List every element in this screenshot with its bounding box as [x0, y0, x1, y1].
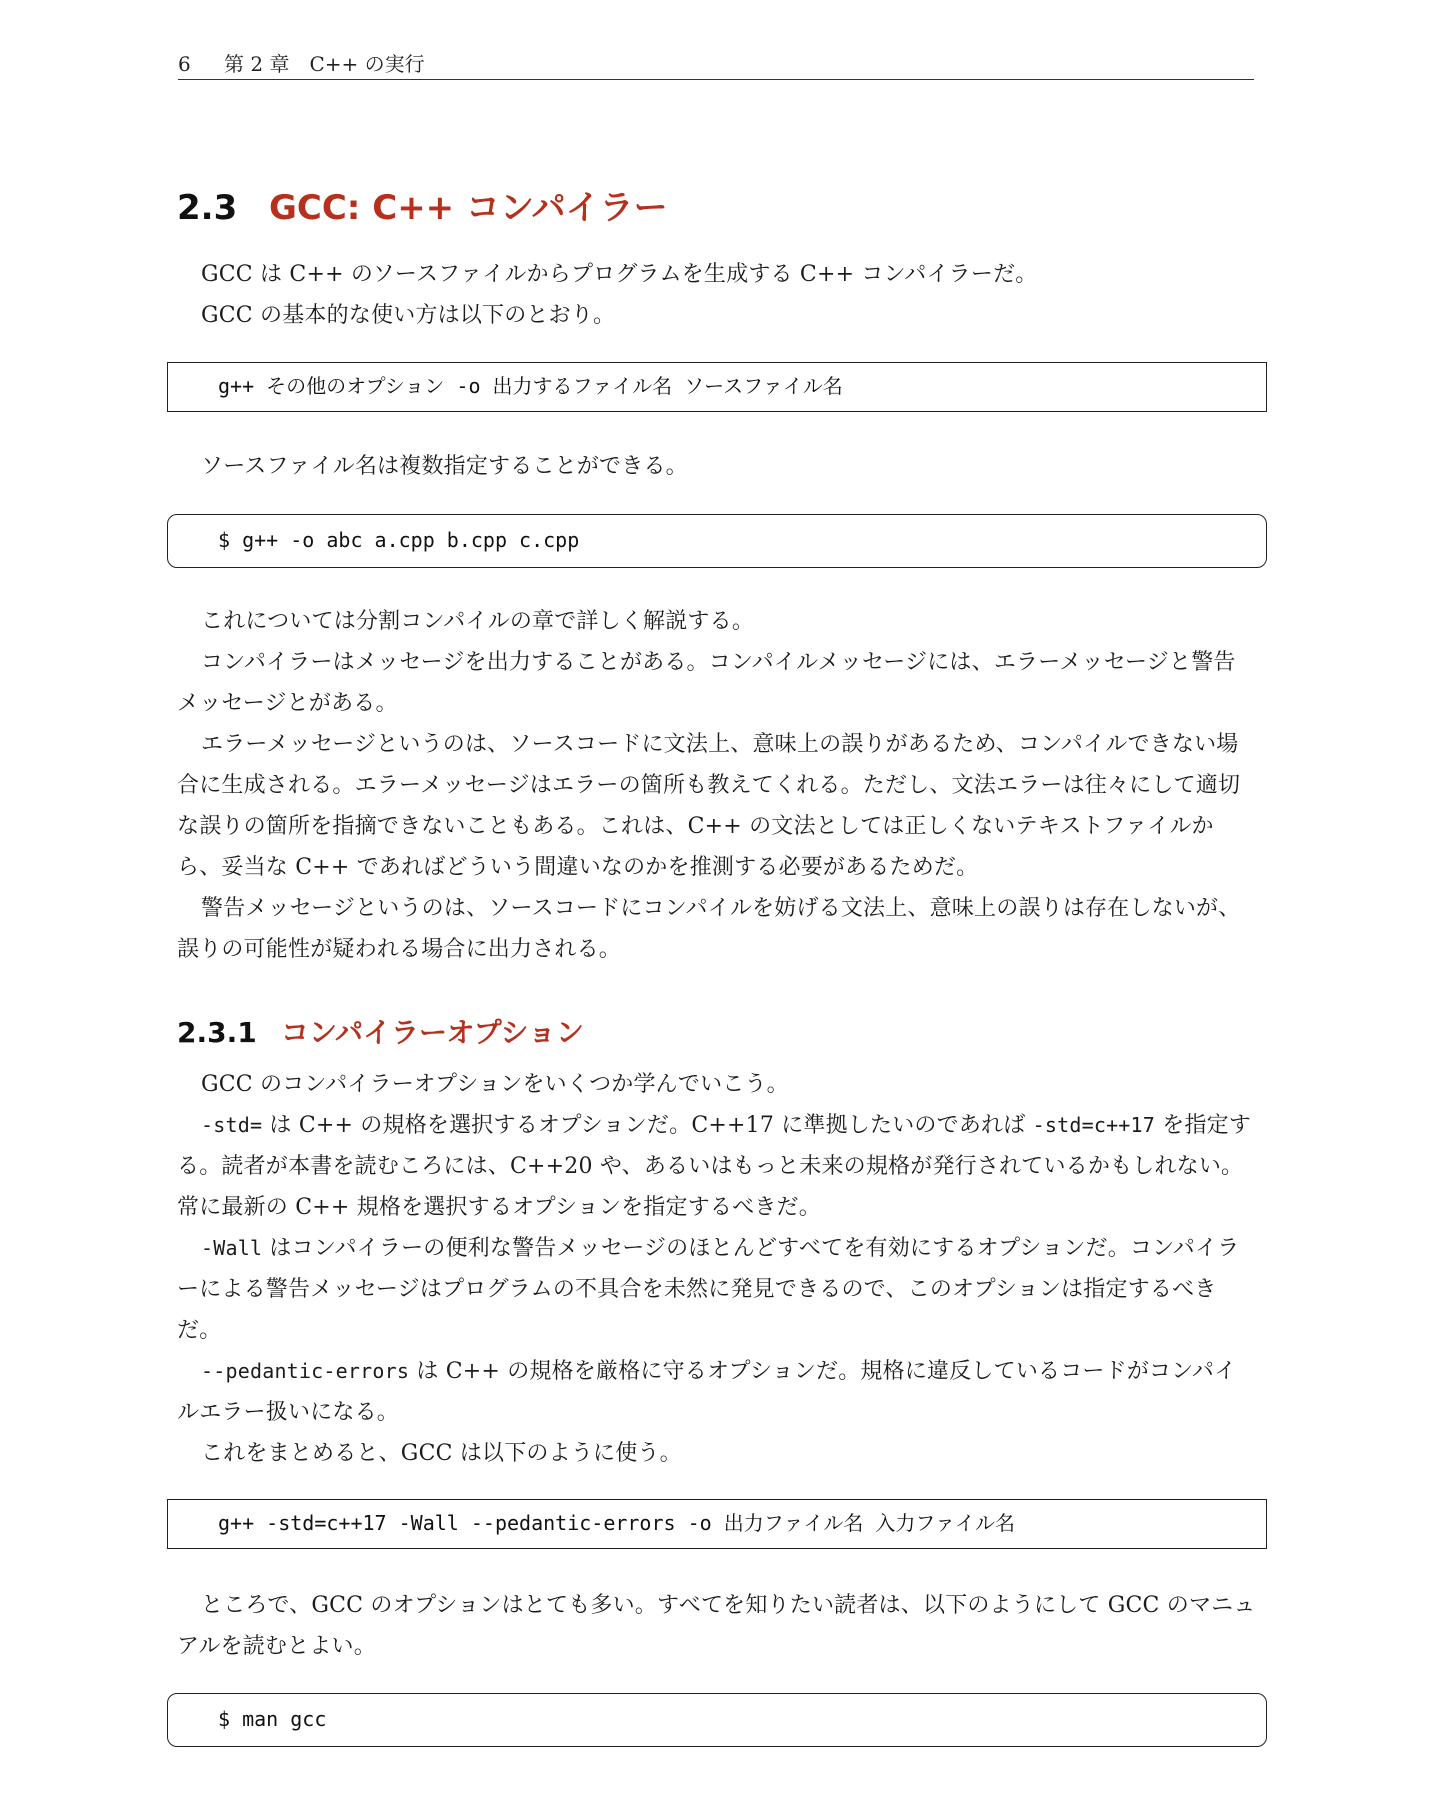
messages-paragraph-4: 警告メッセージというのは、ソースコードにコンパイルを妨げる文法上、意味上の誤りは存在しないが、誤りの可能性が疑われる場合に出力される。 — [177, 896, 1241, 962]
section-number: 2.3 — [177, 188, 238, 228]
usage-command: g++ その他のオプション -o 出力するファイル名 ソースファイル名 — [218, 374, 843, 398]
chapter-title: 第 2 章 C++ の実行 — [224, 52, 425, 76]
pedantic-flag: --pedantic-errors — [201, 1359, 410, 1383]
messages-paragraph-2: コンパイラーはメッセージを出力することがある。コンパイルメッセージには、エラーメッセージと警告メッセージとがある。 — [177, 650, 1236, 716]
full-command: g++ -std=c++17 -Wall --pedantic-errors -o 出力ファイル名 入力ファイル名 — [218, 1511, 1015, 1535]
section-title: GCC: C++ コンパイラー — [269, 188, 668, 228]
intro-paragraph-1: GCC は C++ のソースファイルからプログラムを生成する C++ コンパイラーだ。 — [201, 262, 1038, 287]
example-terminal-box — [167, 514, 1267, 568]
options-intro-paragraph: GCC のコンパイラーオプションをいくつか学んでいこう。 — [201, 1072, 789, 1097]
man-terminal-box — [167, 1693, 1267, 1747]
std-text-a: は C++ の規格を選択するオプションだ。C++17 に準拠したいのであれば — [269, 1113, 1026, 1138]
wall-text: はコンパイラーの便利な警告メッセージのほとんどすべてを有効にするオプションだ。コンパイラーによる警告メッセージはプログラムの不具合を未然に発見できるので、このオプションは指定するべきだ。 — [177, 1236, 1240, 1343]
intro-paragraph-2: GCC の基本的な使い方は以下のとおり。 — [201, 303, 616, 328]
wall-option-paragraph — [177, 1228, 1257, 1351]
std-flag: -std= — [201, 1113, 263, 1137]
std-text-b: を指定する。読者が本書を読むころには、C++20 や、あるいはもっと未来の規格が発行されているかもしれない。常に最新の C++ 規格を選択するオプションを指定するべきだ。 — [177, 1113, 1252, 1220]
subsection-heading — [177, 1014, 584, 1052]
wall-flag: -Wall — [201, 1236, 263, 1260]
man-command: $ man gcc — [218, 1707, 327, 1731]
subsection-number: 2.3.1 — [177, 1016, 257, 1049]
pedantic-option-paragraph — [177, 1351, 1257, 1433]
usage-code-box — [167, 362, 1267, 412]
subsection-title: コンパイラーオプション — [281, 1016, 584, 1049]
manual-paragraph: ところで、GCC のオプションはとても多い。すべてを知りたい読者は、以下のようにして GCC のマニュアルを読むとよい。 — [177, 1593, 1256, 1659]
full-usage-code-box — [167, 1499, 1267, 1549]
running-head — [178, 50, 1254, 78]
page-number: 6 — [178, 52, 191, 76]
header-rule — [178, 79, 1254, 80]
messages-paragraph-3: エラーメッセージというのは、ソースコードに文法上、意味上の誤りがあるため、コンパイルできない場合に生成される。エラーメッセージはエラーの箇所も教えてくれる。ただし、文法エラーは往々にして適切な誤りの箇所を指摘できないこともある。これは、C++ の文法としては正しくないテキストファイルから、妥当な C++ であればどういう間違いなのかを推測する必要があるためだ。 — [177, 732, 1241, 880]
std-option-paragraph — [177, 1105, 1257, 1228]
section-heading — [177, 186, 668, 230]
std-value: -std=c++17 — [1032, 1113, 1156, 1137]
summary-paragraph: これをまとめると、GCC は以下のように使う。 — [201, 1441, 682, 1466]
multi-source-paragraph: ソースファイル名は複数指定することができる。 — [201, 454, 688, 479]
messages-paragraph-1: これについては分割コンパイルの章で詳しく解説する。 — [201, 609, 755, 634]
example-command: $ g++ -o abc a.cpp b.cpp c.cpp — [218, 528, 580, 552]
pedantic-text: は C++ の規格を厳格に守るオプションだ。規格に違反しているコードがコンパイルエラー扱いになる。 — [177, 1359, 1237, 1425]
